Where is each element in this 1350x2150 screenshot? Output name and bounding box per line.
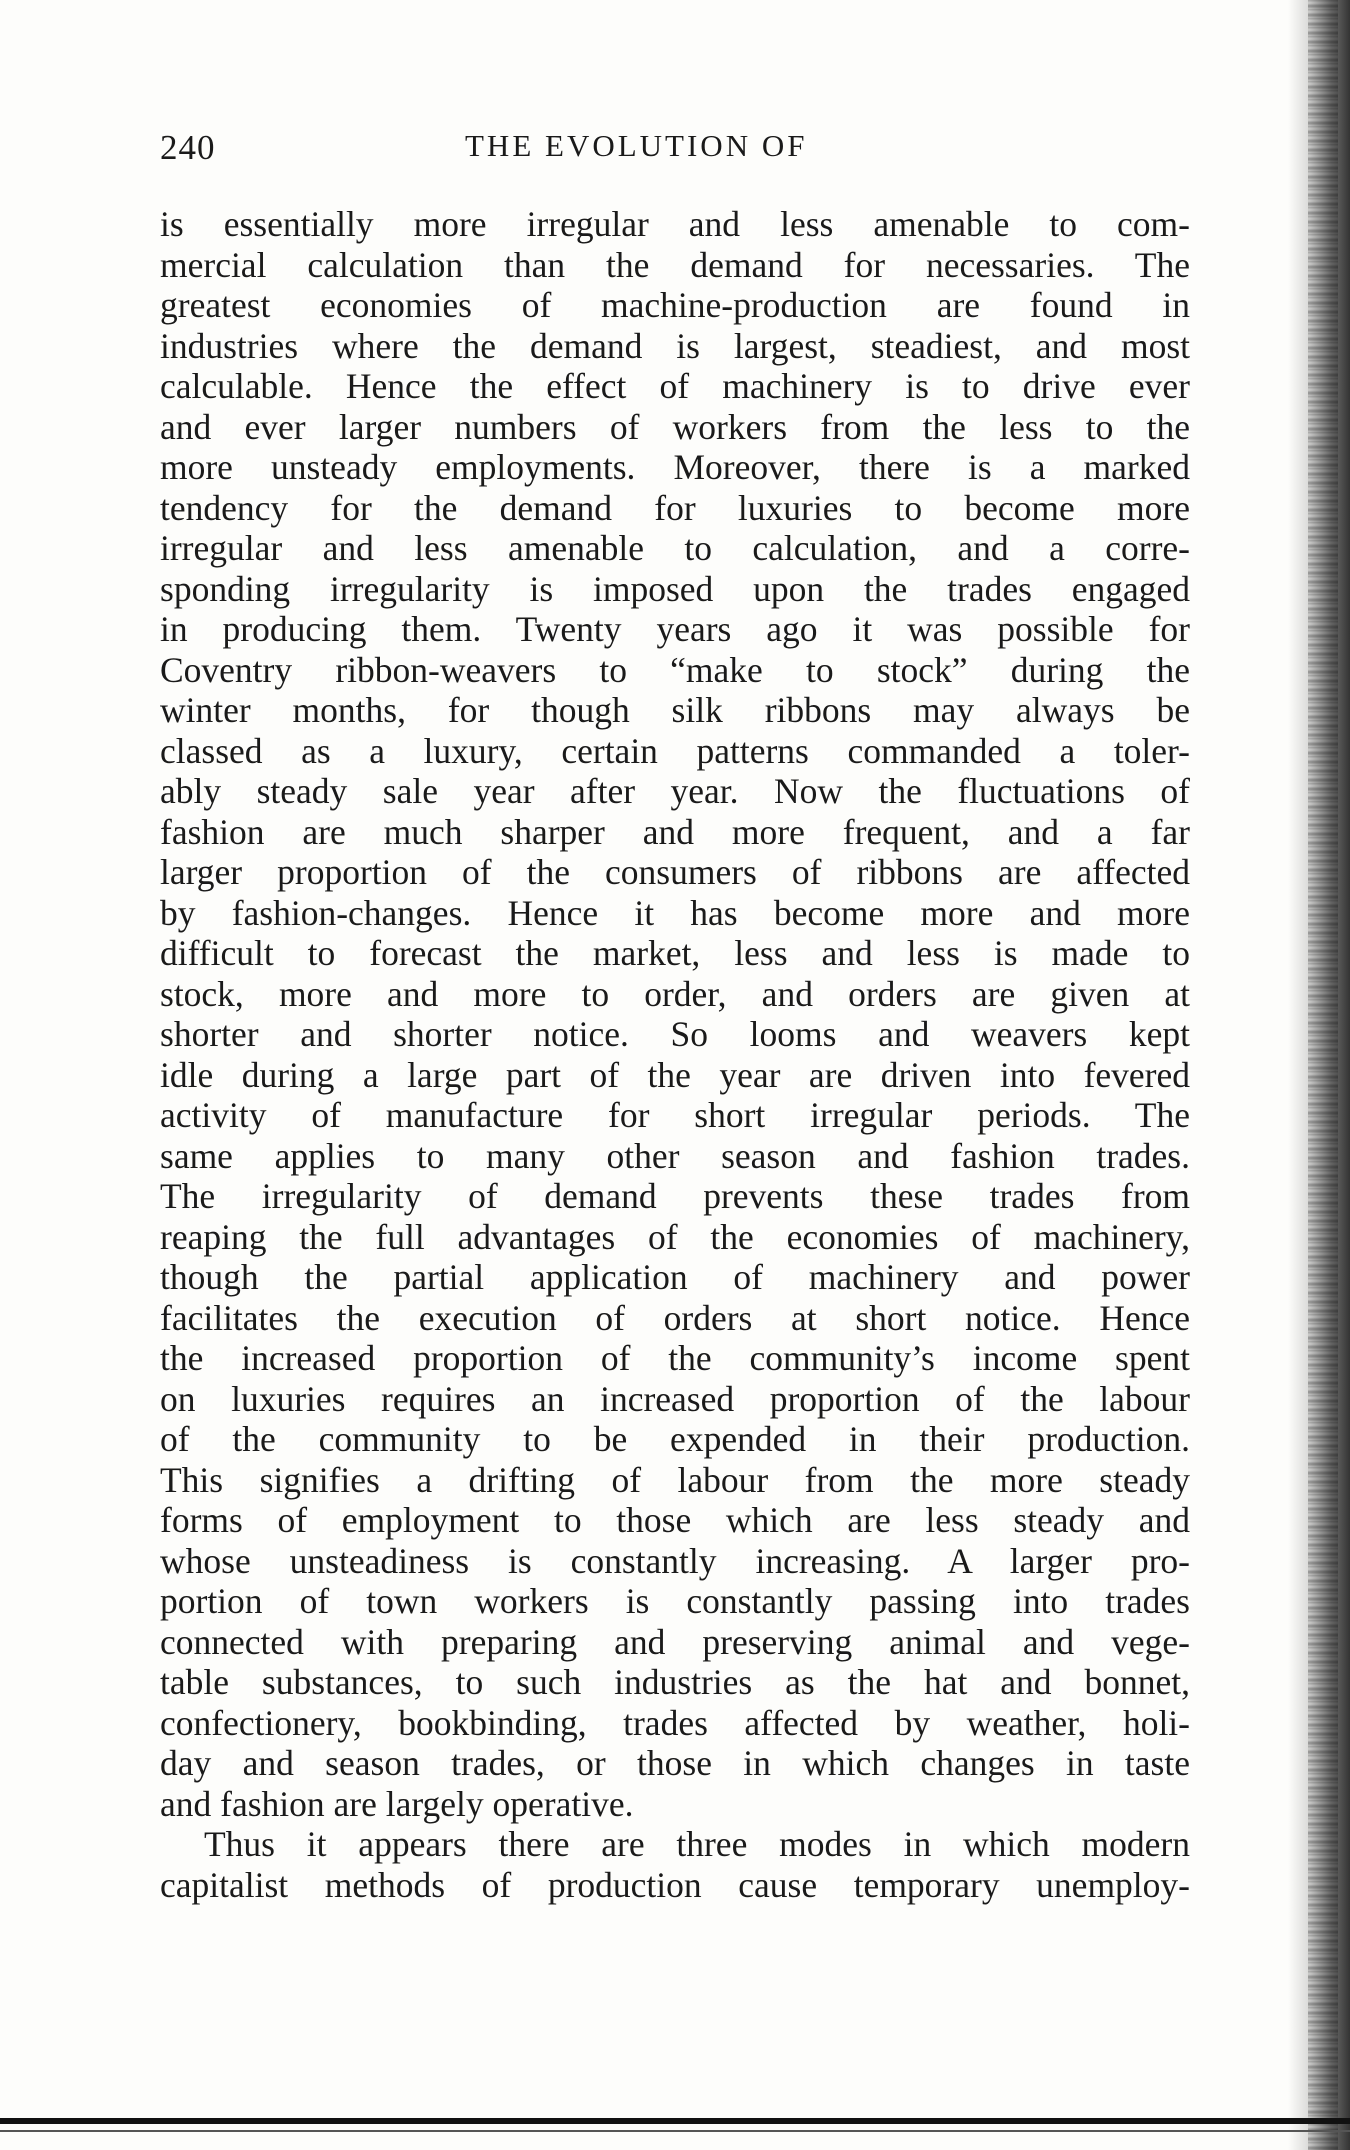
text-line: idle during a large part of the year are driven into fevered (160, 1054, 1190, 1095)
text-line: industries where the demand is largest, steadiest, and most (160, 325, 1190, 366)
page-number: 240 (160, 128, 216, 167)
text-line: fashion are much sharper and more frequent, and a far (160, 811, 1190, 852)
text-line: calculable. Hence the effect of machinery is to drive ever (160, 366, 1190, 406)
text-line: day and season trades, or those in which changes in taste (160, 1743, 1190, 1783)
text-line: more unsteady employments. Moreover, there is a marked (160, 447, 1190, 487)
text-line: table substances, to such industries as the hat and bonnet, (160, 1662, 1190, 1702)
text-line: reaping the full advantages of the economies of machinery, (160, 1216, 1190, 1257)
paragraph-start-line: Thus it appears there are three modes in which modern (204, 1824, 1190, 1864)
text-line: greatest economies of machine-production are found in (160, 285, 1190, 325)
text-line: connected with preparing and preserving animal and vege- (160, 1621, 1190, 1662)
text-line: though the partial application of machinery and power (160, 1257, 1190, 1297)
text-line: larger proportion of the consumers of ribbons are affected (160, 852, 1190, 892)
text-line: the increased proportion of the community’s income spent (160, 1338, 1190, 1378)
text-line: and ever larger numbers of workers from the less to the (160, 406, 1190, 447)
text-line: difficult to forecast the market, less and less is made to (160, 933, 1190, 973)
running-title: THE EVOLUTION OF (465, 128, 808, 163)
text-line: and fashion are largely operative. (160, 1783, 634, 1824)
body-text (160, 204, 1190, 1905)
page-edge-texture (1308, 0, 1338, 2150)
text-line: capitalist methods of production cause temporary unemploy- (160, 1864, 1190, 1905)
text-line: portion of town workers is constantly passing into trades (160, 1581, 1190, 1621)
text-line: irregular and less amenable to calculation, and a corre- (160, 528, 1190, 568)
text-line: stock, more and more to order, and orders are given at (160, 973, 1190, 1014)
running-head (160, 128, 1190, 178)
text-line: winter months, for though silk ribbons may always be (160, 690, 1190, 730)
text-line: shorter and shorter notice. So looms and weavers kept (160, 1014, 1190, 1054)
text-line: confectionery, bookbinding, trades affected by weather, holi- (160, 1702, 1190, 1743)
text-line: This signifies a drifting of labour from the more steady (160, 1459, 1190, 1500)
scan-bottom-edge-thin (0, 2130, 1350, 2132)
text-line: on luxuries requires an increased proportion of the labour (160, 1378, 1190, 1419)
text-line: sponding irregularity is imposed upon the trades engaged (160, 568, 1190, 609)
text-line: is essentially more irregular and less amenable to com- (160, 204, 1190, 244)
text-line: whose unsteadiness is constantly increasing. A larger pro- (160, 1540, 1190, 1581)
scan-bottom-edge (0, 2118, 1350, 2124)
text-line: activity of manufacture for short irregular periods. The (160, 1095, 1190, 1135)
text-line: same applies to many other season and fashion trades. (160, 1135, 1190, 1176)
text-line: facilitates the execution of orders at short notice. Hence (160, 1297, 1190, 1338)
text-line: classed as a luxury, certain patterns commanded a toler- (160, 730, 1190, 771)
text-line: in producing them. Twenty years ago it was possible for (160, 609, 1190, 649)
text-line: Coventry ribbon-weavers to “make to stock” during the (160, 649, 1190, 690)
text-line: tendency for the demand for luxuries to become more (160, 487, 1190, 528)
text-line: by fashion-changes. Hence it has become more and more (160, 892, 1190, 933)
text-line: The irregularity of demand prevents these trades from (160, 1176, 1190, 1216)
text-line: ably steady sale year after year. Now the fluctuations of (160, 771, 1190, 811)
text-line: of the community to be expended in their production. (160, 1419, 1190, 1459)
text-line: mercial calculation than the demand for necessaries. The (160, 244, 1190, 285)
text-line: forms of employment to those which are less steady and (160, 1500, 1190, 1540)
